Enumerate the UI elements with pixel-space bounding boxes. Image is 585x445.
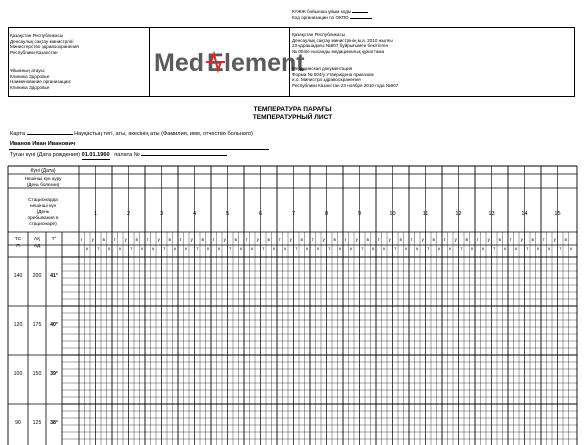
sub-column-label: к: [240, 246, 243, 251]
birth-date-value[interactable]: 01.01.1960: [81, 152, 110, 158]
sub-column-label: к: [218, 246, 221, 251]
sub-column-label: у: [190, 237, 193, 242]
sub-column-label: т: [146, 237, 149, 242]
ministry-line: Республики Казахстан: [10, 49, 58, 55]
sub-column-label: у: [289, 237, 292, 242]
sub-column-label: к: [537, 246, 540, 251]
day-number: 9: [357, 211, 362, 217]
ministry-line: Қазақстан Республикасы: [10, 33, 64, 38]
organization-line: Клиника Здоровье: [10, 84, 50, 90]
sub-column-label: к: [207, 246, 210, 251]
sub-column-label: у: [454, 237, 457, 242]
sub-column-label: в: [201, 237, 204, 242]
sub-column-label: к: [372, 246, 375, 251]
sub-column-label: т: [410, 237, 413, 242]
sub-column-label: к: [284, 246, 287, 251]
day-number: 14: [521, 211, 528, 217]
sub-column-label: т: [80, 237, 83, 242]
sub-column-label: т: [460, 246, 463, 251]
pressure-scale-value: 175: [32, 322, 42, 328]
day-hospital-label: пребывания в: [27, 216, 59, 221]
sub-column-label: к: [306, 246, 309, 251]
ministry-line: Министерство здравоохранения: [10, 44, 79, 50]
sub-column-label: в: [498, 237, 501, 242]
sub-column-label: к: [273, 246, 276, 251]
okud-code-label: КҮЖЖ бойынша ұйым коды: [292, 9, 352, 14]
sub-column-label: т: [509, 237, 512, 242]
sub-column-label: т: [377, 237, 380, 242]
sub-column-label: т: [113, 237, 116, 242]
sub-column-label: к: [482, 246, 485, 251]
ward-label: палата №: [114, 152, 140, 158]
day-number: 3: [159, 211, 164, 217]
sub-column-label: т: [196, 246, 199, 251]
day-number: 4: [192, 211, 197, 217]
organization-line: Клиника Здоровье: [10, 73, 50, 79]
sub-column-label: т: [163, 246, 166, 251]
day-number: 10: [389, 211, 396, 217]
sub-column-label: у: [223, 237, 226, 242]
document-title: ТЕМПЕРАТУРА ПАРАҒЫ: [253, 106, 332, 113]
sub-column-label: т: [311, 237, 314, 242]
sub-column-label: т: [278, 237, 281, 242]
sub-column-label: к: [570, 246, 573, 251]
day-hospital-label: (День: [36, 210, 50, 215]
sub-column-label: у: [487, 237, 490, 242]
sub-column-label: в: [399, 237, 402, 242]
ministry-line: Денсаулық сақтау министрлігі: [10, 38, 74, 44]
day-number: 15: [554, 211, 561, 217]
day-illness-label: (День болезни): [26, 182, 60, 187]
sub-column-label: т: [361, 246, 364, 251]
sub-column-label: в: [135, 237, 138, 242]
form-info-line: Медицинская документация: [292, 66, 353, 71]
param-header: T°: [51, 237, 57, 242]
pulse-scale-value: 100: [13, 371, 23, 377]
sub-column-label: т: [493, 246, 496, 251]
sub-column-label: к: [471, 246, 474, 251]
pressure-scale-value: 125: [32, 420, 42, 426]
temperature-scale-value: 39°: [50, 371, 58, 377]
approval-line: Денсаулық сақтау министрінің м.а. 2010 жылғы: [292, 37, 393, 43]
logo-text-lement: lement: [224, 49, 305, 77]
sub-column-label: т: [526, 246, 529, 251]
sub-column-label: т: [328, 246, 331, 251]
day-hospital-label: стационаре): [29, 222, 57, 227]
logo-text-e: E: [207, 49, 224, 77]
temperature-scale-value: 40°: [50, 322, 58, 328]
sub-column-label: к: [449, 246, 452, 251]
day-illness-label: Нешінші күн ауру: [24, 176, 62, 181]
day-number: 11: [422, 211, 429, 217]
sub-column-label: у: [553, 237, 556, 242]
pulse-scale-value: 120: [13, 322, 23, 328]
sub-column-label: к: [141, 246, 144, 251]
sub-column-label: у: [124, 237, 127, 242]
sub-column-label: т: [394, 246, 397, 251]
sub-column-label: т: [262, 246, 265, 251]
sub-column-label: у: [421, 237, 424, 242]
day-hospital-label: Стационарда: [28, 198, 58, 203]
sub-column-label: т: [427, 246, 430, 251]
sub-column-label: в: [366, 237, 369, 242]
sub-column-label: у: [355, 237, 358, 242]
pulse-scale-value: 90: [15, 420, 21, 426]
sub-column-label: в: [234, 237, 237, 242]
param-header: П: [16, 244, 20, 249]
form-info-line: и.о. Министра здравоохранения: [292, 77, 361, 83]
sub-column-label: у: [91, 237, 94, 242]
day-number: 7: [291, 211, 296, 217]
organization-line: Ұйымның атауы:: [10, 68, 46, 73]
param-header: АД: [33, 244, 41, 249]
sub-column-label: к: [185, 246, 188, 251]
day-number: 8: [324, 211, 329, 217]
sub-column-label: т: [295, 246, 298, 251]
sub-column-label: в: [564, 237, 567, 242]
sub-column-label: к: [251, 246, 254, 251]
sub-column-label: в: [531, 237, 534, 242]
approval-line: 23 қарашадағы №907 бұйрығымен бекітілген: [292, 43, 389, 49]
sub-column-label: к: [383, 246, 386, 251]
sub-column-label: т: [212, 237, 215, 242]
sub-column-label: т: [559, 246, 562, 251]
form-info-line: Республики Казахстан 23 ноября 2010 года №907: [292, 82, 399, 88]
pressure-scale-value: 200: [32, 273, 42, 279]
patient-name-label: Науқастың тегі, аты, әкесінің аты (Фамилия, имя, отчество больного): [74, 131, 253, 137]
sub-column-label: к: [119, 246, 122, 251]
sub-column-label: т: [130, 246, 133, 251]
sub-column-label: т: [245, 237, 248, 242]
birth-date-label: Туған күні (Дата рождения): [10, 152, 81, 158]
day-number: 13: [488, 211, 495, 217]
temperature-scale-value: 41°: [50, 273, 58, 279]
sub-column-label: к: [174, 246, 177, 251]
sub-column-label: к: [152, 246, 155, 251]
sub-column-label: в: [465, 237, 468, 242]
okpo-code-label: Код организации по ОКПО: [292, 14, 349, 20]
sub-column-label: т: [476, 237, 479, 242]
param-header: ТС: [14, 237, 22, 242]
sub-column-label: т: [443, 237, 446, 242]
param-header: АҚ: [34, 237, 40, 242]
temperature-scale-value: 38°: [50, 420, 58, 426]
document-subtitle: ТЕМПЕРАТУРНЫЙ ЛИСТ: [252, 114, 333, 121]
card-label: Карта: [10, 131, 25, 137]
sub-column-label: т: [229, 246, 232, 251]
date-row-label: Күні (Дата): [30, 168, 56, 174]
day-hospital-label: нешінші күн: [29, 204, 57, 209]
sub-column-label: у: [322, 237, 325, 242]
form-info-line: Форма № 004/у Утверждена приказом: [292, 71, 374, 77]
sub-column-label: т: [97, 246, 100, 251]
logo-text-med: Med: [154, 49, 204, 77]
approval-line: № 004/е нысанды медициналық құжаттама: [292, 48, 385, 54]
sub-column-label: в: [300, 237, 303, 242]
pulse-scale-value: 140: [13, 273, 23, 279]
sub-column-label: к: [416, 246, 419, 251]
sub-column-label: в: [168, 237, 171, 242]
patient-name-value[interactable]: Иванов Иван Иванович: [10, 141, 76, 147]
sub-column-label: к: [438, 246, 441, 251]
pressure-scale-value: 150: [32, 371, 42, 377]
sub-column-label: т: [179, 237, 182, 242]
organization-line: Наименование организации:: [10, 79, 72, 85]
sub-column-label: в: [333, 237, 336, 242]
sub-column-label: т: [542, 237, 545, 242]
sub-column-label: у: [388, 237, 391, 242]
grid-lines: [8, 166, 577, 445]
sub-column-label: т: [344, 237, 347, 242]
sub-column-label: в: [432, 237, 435, 242]
sub-column-label: к: [86, 246, 89, 251]
sub-column-label: к: [504, 246, 507, 251]
day-number: 2: [126, 211, 131, 217]
day-number: 5: [225, 211, 230, 217]
sub-column-label: к: [317, 246, 320, 251]
sub-column-label: у: [157, 237, 160, 242]
day-number: 1: [93, 211, 98, 217]
sub-column-label: к: [108, 246, 111, 251]
sub-column-label: к: [515, 246, 518, 251]
sub-column-label: в: [267, 237, 270, 242]
sub-column-label: у: [256, 237, 259, 242]
sub-column-label: к: [350, 246, 353, 251]
sub-column-label: в: [102, 237, 105, 242]
day-number: 6: [258, 211, 263, 217]
approval-line: Қазақстан Республикасы: [292, 32, 346, 37]
sub-column-label: к: [339, 246, 342, 251]
sub-column-label: к: [548, 246, 551, 251]
day-number: 12: [455, 211, 462, 217]
sub-column-label: к: [405, 246, 408, 251]
sub-column-label: у: [520, 237, 523, 242]
